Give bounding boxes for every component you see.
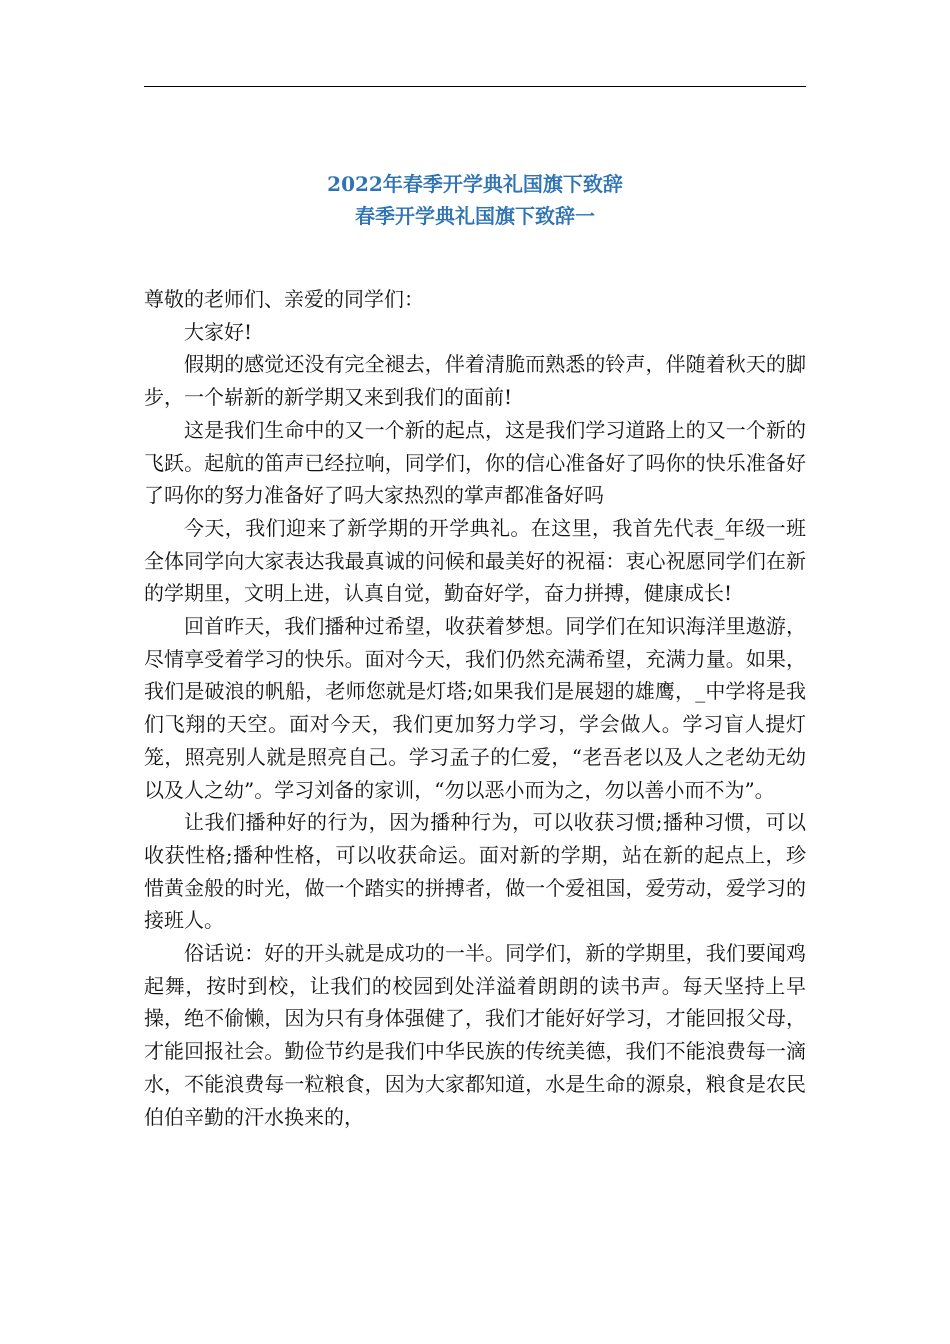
paragraph-3: 这是我们生命中的又一个新的起点，这是我们学习道路上的又一个新的飞跃。起航的笛声已经拉响，同学们，你的信心准备好了吗你的快乐准备好了吗你的努力准备好了吗大家热烈的掌声都准备好吗 — [144, 417, 806, 508]
paragraph-4: 今天，我们迎来了新学期的开学典礼。在这里，我首先代表_年级一班全体同学向大家表达我最真诚的问候和最美好的祝福：衷心祝愿同学们在新的学期里，文明上进，认真自觉，勤奋好学，奋力拼搏，健康成长! — [144, 515, 806, 606]
paragraph-5: 回首昨天，我们播种过希望，收获着梦想。同学们在知识海洋里遨游，尽情享受着学习的快乐。面对今天，我们仍然充满希望，充满力量。如果，我们是破浪的帆船，老师您就是灯塔;如果我们是展翅的雄鹰，_中学将是我们飞翔的天空。面对今天，我们更加努力学习，学会做人。学习盲人提灯笼，照亮别人就是照亮自己。学习孟子的仁爱，“老吾老以及人之老幼无幼以及人之幼”。学习刘备的家训，“勿以恶小而为之，勿以善小而不为”。 — [144, 614, 806, 802]
paragraph-6: 让我们播种好的行为，因为播种行为，可以收获习惯;播种习惯，可以收获性格;播种性格，可以收获命运。面对新的学期，站在新的起点上，珍惜黄金般的时光，做一个踏实的拼搏者，做一个爱祖国，爱劳动，爱学习的接班人。 — [144, 810, 806, 933]
paragraph-1: 大家好! — [184, 319, 253, 344]
paragraph-2: 假期的感觉还没有完全褪去，伴着清脆而熟悉的铃声，伴随着秋天的脚步，一个崭新的新学期又来到我们的面前! — [144, 352, 806, 410]
salutation: 尊敬的老师们、亲爱的同学们： — [144, 287, 424, 311]
document-subtitle: 春季开学典礼国旗下致辞一 — [355, 204, 595, 228]
document-body — [144, 283, 806, 1133]
title-block — [144, 168, 806, 232]
paragraph-7: 俗话说：好的开头就是成功的一半。同学们，新的学期里，我们要闻鸡起舞，按时到校，让我们的校园到处洋溢着朗朗的读书声。每天坚持上早操，绝不偷懒，因为只有身体强健了，我们才能好好学习，才能回报父母，才能回报社会。勤俭节约是我们中华民族的传统美德，我们不能浪费每一滴水，不能浪费每一粒粮食，因为大家都知道，水是生命的源泉，粮食是农民伯伯辛勤的汗水换来的， — [144, 941, 806, 1129]
header-rule — [144, 86, 806, 87]
document-title: 2022年春季开学典礼国旗下致辞 — [327, 172, 623, 196]
